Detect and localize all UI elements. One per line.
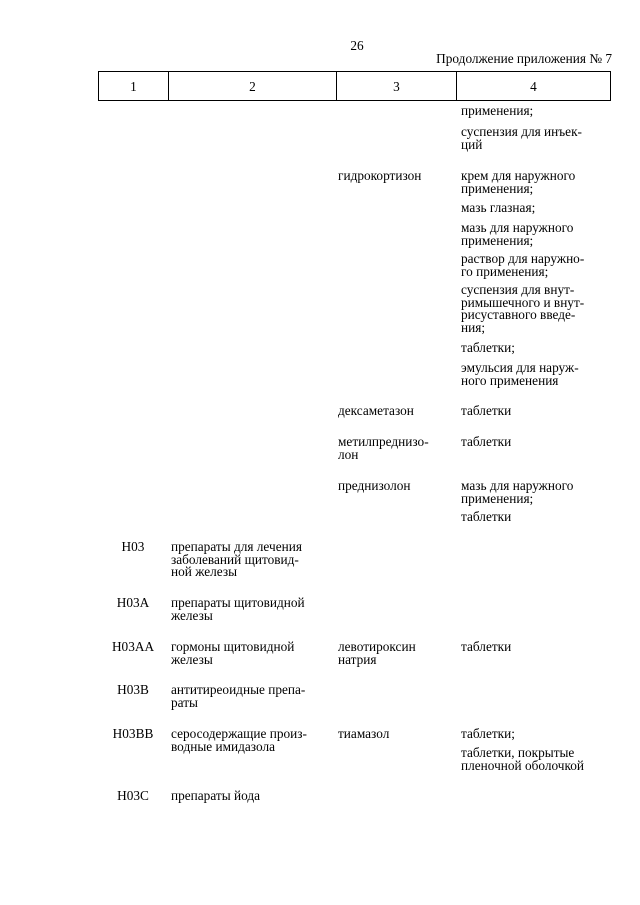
atc-code: H03B bbox=[117, 682, 149, 697]
dosage-form: эмульсия для наруж- ного применения bbox=[461, 360, 579, 388]
dosage-form: таблетки, покрытые пленочной оболочкой bbox=[461, 745, 585, 773]
column-header-table bbox=[98, 71, 611, 101]
dosage-form: крем для наружного применения; bbox=[461, 168, 576, 196]
dosage-form: мазь для наружного применения; bbox=[461, 220, 574, 248]
dosage-form: применения; bbox=[461, 103, 534, 118]
atc-code: H03A bbox=[116, 595, 150, 610]
atc-code: H03C bbox=[117, 788, 149, 803]
substance-name: преднизолон bbox=[338, 478, 411, 493]
substance-name: метилпреднизо- лон bbox=[338, 434, 429, 462]
dosage-form: мазь глазная; bbox=[461, 200, 536, 215]
page-number: 26 bbox=[350, 38, 364, 53]
dosage-form: таблетки bbox=[461, 403, 512, 418]
column-header-1: 1 bbox=[99, 72, 169, 101]
dosage-form: таблетки bbox=[461, 639, 512, 654]
group-name: гормоны щитовидной железы bbox=[171, 639, 295, 667]
dosage-form: таблетки; bbox=[461, 340, 515, 355]
dosage-form: таблетки; bbox=[461, 726, 515, 741]
group-name: серосодержащие произ- водные имидазола bbox=[171, 726, 307, 754]
group-name: препараты йода bbox=[171, 788, 261, 803]
dosage-form: таблетки bbox=[461, 434, 512, 449]
atc-code: H03BB bbox=[112, 726, 154, 741]
group-name: антитиреоидные препа- раты bbox=[171, 682, 306, 710]
substance-name: тиамазол bbox=[338, 726, 390, 741]
atc-code: H03AA bbox=[111, 639, 155, 654]
column-header-3: 3 bbox=[337, 72, 457, 101]
dosage-form: суспензия для внут- римышечного и внут- рисуставного введе- ния; bbox=[461, 282, 585, 335]
dosage-form: раствор для наружно- го применения; bbox=[461, 251, 585, 279]
group-name: препараты щитовидной железы bbox=[171, 595, 305, 623]
dosage-form: таблетки bbox=[461, 509, 512, 524]
dosage-form: мазь для наружного применения; bbox=[461, 478, 574, 506]
substance-name: дексаметазон bbox=[338, 403, 414, 418]
column-header-4: 4 bbox=[457, 72, 611, 101]
dosage-form: суспензия для инъек- ций bbox=[461, 124, 582, 152]
column-header-2: 2 bbox=[169, 72, 337, 101]
substance-name: левотироксин натрия bbox=[338, 639, 416, 667]
atc-code: H03 bbox=[121, 539, 145, 554]
column-header-row bbox=[99, 72, 611, 101]
appendix-continuation-label: Продолжение приложения № 7 bbox=[436, 51, 612, 66]
substance-name: гидрокортизон bbox=[338, 168, 422, 183]
group-name: препараты для лечения заболеваний щитовид- ной железы bbox=[171, 539, 302, 579]
